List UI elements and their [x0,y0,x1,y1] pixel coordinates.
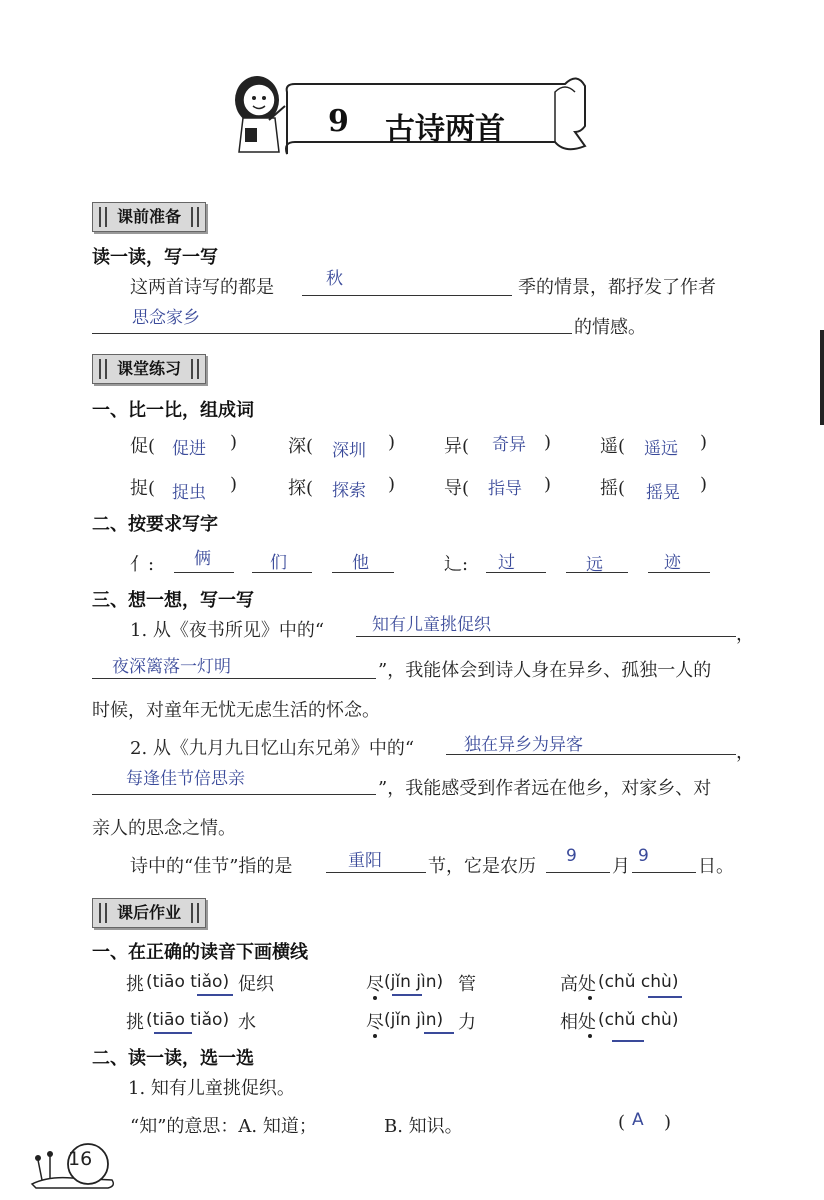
emphasis-dot [588,1034,592,1038]
hw1-pinyin: (tiāo tiǎo) [146,1010,230,1030]
q1-item-close: ) [230,474,238,495]
emphasis-dot [373,1034,377,1038]
answer-underline [648,996,682,998]
hw2-paren-open: ( [618,1112,626,1133]
q3-p1-answer1: 知有儿童挑促织 [372,615,491,635]
hw2-line1: 1. 知有儿童挑促织。 [128,1078,295,1099]
girl-mascot-icon [235,76,285,152]
q3-p1-suffix: ”，我能体会到诗人身在异乡、孤独一人的 [378,660,712,681]
q1-item-char: 深( [288,436,314,457]
q3-day-answer: 9 [638,846,649,866]
hw2-paren-close: ) [664,1112,672,1133]
answer-line [326,872,426,873]
q3-heading: 三、想一想，写一写 [92,590,254,611]
q3-festival-answer: 重阳 [348,851,382,871]
q1-item-close: ) [544,474,552,495]
q1-heading: 一、比一比，组成词 [92,400,254,421]
q3-p1-answer2: 夜深篱落一灯明 [112,657,231,677]
emphasis-dot [373,996,377,1000]
q3-p2-comma: ， [736,742,754,763]
answer-feeling: 思念家乡 [132,308,200,328]
q3-p2-prefix: 2. 从《九月九日忆山东兄弟》中的“ [130,738,415,759]
hw1-word: 相处 [560,1012,596,1033]
q2-radical-person: 亻: [130,554,155,575]
q2-radical-walk: 辶: [444,554,469,575]
q2-answer: 远 [586,555,603,575]
q1-item-char: 捉( [130,478,156,499]
q1-item-answer: 促进 [172,439,206,459]
pre-line1-prefix: 这两首诗写的都是 [130,277,274,298]
q2-answer: 他 [352,553,369,573]
q2-heading: 二、按要求写字 [92,514,218,535]
hw1-word: 尽 [366,974,384,995]
pre-line1-suffix: 季的情景，都抒发了作者 [518,277,716,298]
q3-day-label: 日。 [698,856,734,877]
q2-answer: 们 [270,553,287,573]
q3-p1-prefix: 1. 从《夜书所见》中的“ [130,620,325,641]
hw1-pinyin: (chǔ chù) [598,1010,679,1030]
hw1-pinyin: (tiāo tiǎo) [146,972,230,992]
q3-p1-comma: ， [736,624,754,645]
q1-item-answer: 深圳 [332,441,366,461]
hw1-rest: 促织 [238,974,274,995]
q1-item-answer: 指导 [488,479,522,499]
section-badge-pre: 课前准备 [92,202,206,232]
q1-item-answer: 捉虫 [172,483,206,503]
q1-item-answer: 奇异 [492,435,526,455]
q3-p2-suffix: ”，我能感受到作者远在他乡，对家乡、对 [378,778,712,799]
q3-month-answer: 9 [566,846,577,866]
hw1-heading: 一、在正确的读音下画横线 [92,942,308,963]
answer-underline [612,1040,644,1042]
answer-underline [197,994,233,996]
answer-line [486,572,546,573]
hw1-rest: 水 [238,1012,256,1033]
answer-line [356,636,736,637]
answer-season: 秋 [326,269,343,289]
page-number: 16 [68,1148,93,1170]
hw2-heading: 二、读一读，选一选 [92,1048,254,1069]
answer-underline [154,1032,192,1034]
pre-heading: 读一读，写一写 [92,247,218,268]
answer-line-feeling [92,333,572,334]
hw1-pinyin: (jǐn jìn) [384,1010,444,1030]
q1-item-char: 探( [288,478,314,499]
q1-item-close: ) [544,432,552,453]
section-badge-after: 课后作业 [92,898,206,928]
q3-p2-line3: 亲人的思念之情。 [92,818,236,839]
hw2-answer: A [632,1110,644,1130]
q1-item-answer: 遥远 [644,439,678,459]
q1-item-char: 促( [130,436,156,457]
hw1-word: 高处 [560,974,596,995]
hw1-word: 挑 [126,974,144,995]
q3-festival-mid: 节，它是农历 [428,856,536,877]
hw2-option-b: B. 知识。 [384,1116,463,1137]
lesson-number: 9 [328,104,349,139]
q1-item-answer: 探索 [332,481,366,501]
hw1-rest: 管 [458,974,476,995]
q1-item-char: 导( [444,478,470,499]
q1-item-char: 摇( [600,478,626,499]
q1-item-close: ) [700,474,708,495]
q1-item-close: ) [230,432,238,453]
q2-answer: 过 [498,553,515,573]
q3-month-label: 月 [612,856,630,877]
hw1-word: 挑 [126,1012,144,1033]
answer-underline [424,1032,454,1034]
q3-p2-answer1: 独在异乡为异客 [464,735,583,755]
q1-item-close: ) [388,474,396,495]
answer-line [92,678,376,679]
q1-item-char: 遥( [600,436,626,457]
emphasis-dot [588,996,592,1000]
answer-line [92,794,376,795]
q1-item-close: ) [700,432,708,453]
section-badge-class: 课堂练习 [92,354,206,384]
answer-line [174,572,234,573]
answer-line [632,872,696,873]
lesson-title: 古诗两首 [385,112,505,147]
q1-item-char: 异( [444,436,470,457]
q2-answer: 迹 [664,553,681,573]
q2-answer: 俩 [194,549,211,569]
pre-line2-suffix: 的情感。 [574,317,646,338]
q3-p2-answer2: 每逢佳节倍思亲 [126,769,245,789]
answer-underline [392,994,422,996]
hw1-pinyin: (chǔ chù) [598,972,679,992]
q1-item-answer: 摇晃 [646,483,680,503]
page-edge-bar [820,330,824,425]
q3-p1-line3: 时候，对童年无忧无虑生活的怀念。 [92,700,380,721]
hw1-pinyin: (jǐn jìn) [384,972,444,992]
hw1-word: 尽 [366,1012,384,1033]
hw2-question: “知”的意思：A. 知道； [130,1116,317,1137]
answer-line-season [302,295,512,296]
answer-line [546,872,610,873]
hw1-rest: 力 [458,1012,476,1033]
q1-item-close: ) [388,432,396,453]
q3-festival-prefix: 诗中的“佳节”指的是 [130,856,293,877]
